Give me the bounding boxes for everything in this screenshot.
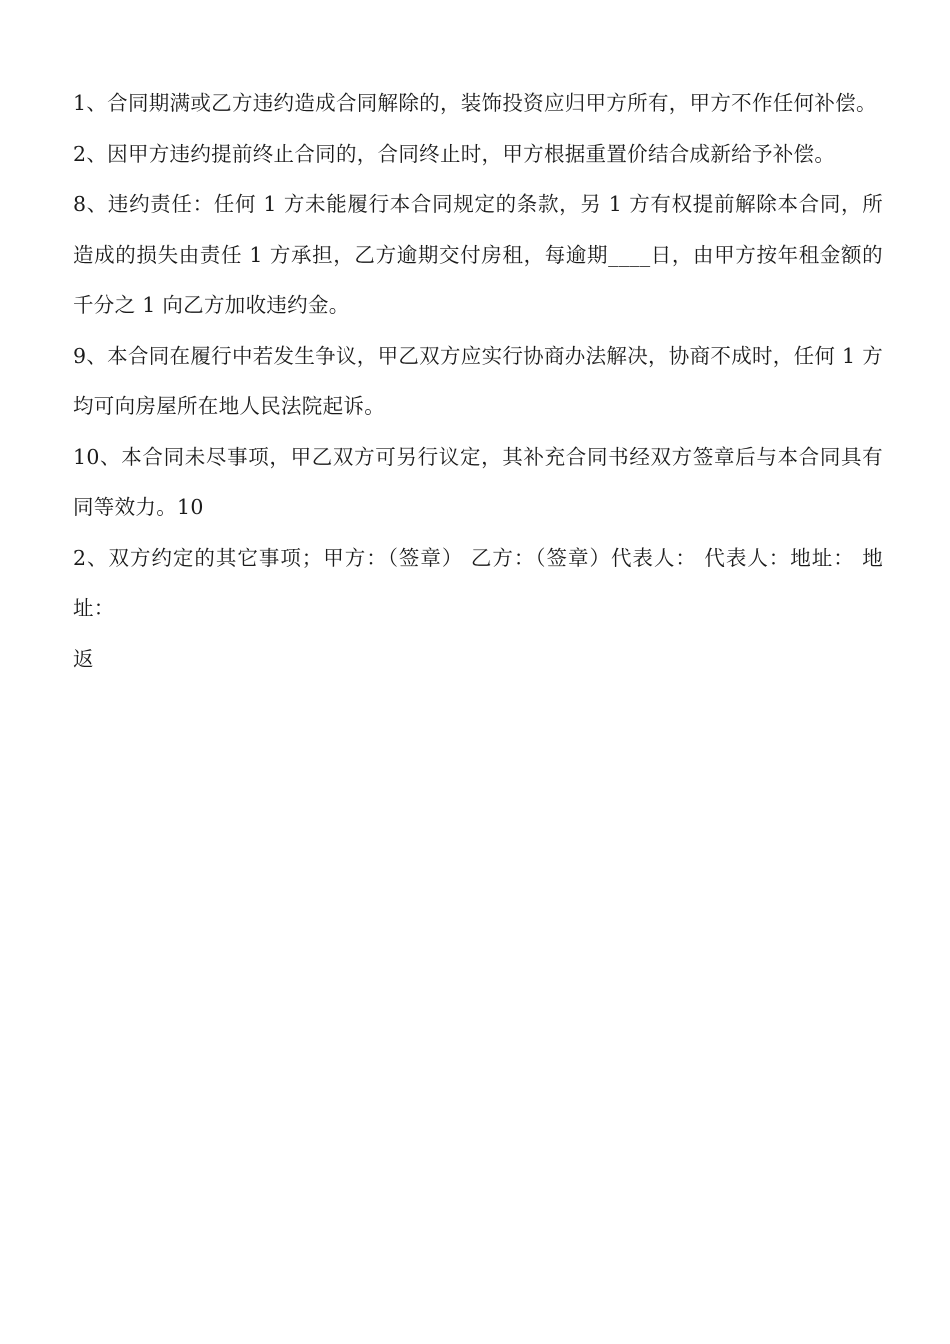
signature-paragraph: 2、双方约定的其它事项；甲方：（签章） 乙方：（签章）代表人： 代表人：地址： 地址：: [73, 545, 883, 620]
clause-8-liability-paragraph: 8、违约责任：任何 1 方未能履行本合同规定的条款，另 1 方有权提前解除本合同，所造成的损失由责任 1 方承担，乙方逾期交付房租，每逾期____日，由甲方按年租金额的千分之 1 向乙方加收违约金。: [73, 192, 883, 317]
document-body: [73, 78, 883, 684]
clause-1-paragraph: 1、合同期满或乙方违约造成合同解除的，装饰投资应归甲方所有，甲方不作任何补偿。: [73, 91, 877, 115]
trailing-text: 返: [73, 646, 94, 671]
clause-10-paragraph: 10、本合同未尽事项，甲乙双方可另行议定，其补充合同书经双方签章后与本合同具有同等效力。10: [73, 444, 883, 519]
clause-2-paragraph: 2、因甲方违约提前终止合同的，合同终止时，甲方根据重置价结合成新给予补偿。: [73, 141, 836, 166]
clause-9-dispute-paragraph: 9、本合同在履行中若发生争议，甲乙双方应实行协商办法解决，协商不成时，任何 1 方均可向房屋所在地人民法院起诉。: [73, 343, 883, 418]
